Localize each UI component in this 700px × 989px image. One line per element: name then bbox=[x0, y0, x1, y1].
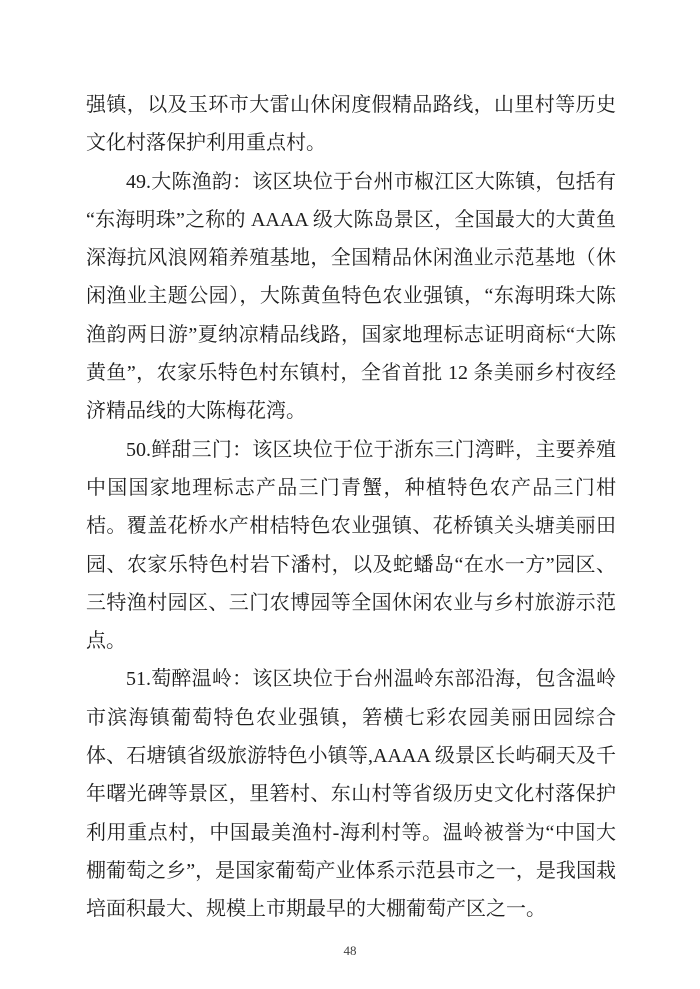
page-number: 48 bbox=[343, 943, 357, 958]
document-body bbox=[86, 86, 616, 929]
paragraph-item-49: 49.大陈渔韵：该区块位于台州市椒江区大陈镇，包括有“东海明珠”之称的 AAAA 级大陈岛景区，全国最大的大黄鱼深海抗风浪网箱养殖基地，全国精品休闲渔业示范基地（休闲渔业主题公园），大陈黄鱼特色农业强镇，“东海明珠大陈渔韵两日游”夏纳凉精品线路，国家地理标志证明商标“大陈黄鱼”，农家乐特色村东镇村，全省首批 12 条美丽乡村夜经济精品线的大陈梅花湾。 bbox=[86, 170, 616, 423]
paragraph-item-51: 51.萄醉温岭：该区块位于台州温岭东部沿海，包含温岭市滨海镇葡萄特色农业强镇，箬横七彩农园美丽田园综合体、石塘镇省级旅游特色小镇等,AAAA 级景区长屿硐天及千年曙光碑等景区，里箬村、东山村等省级历史文化村落保护利用重点村，中国最美渔村-海利村等。温岭被誉为“中国大棚葡萄之乡”，是国家葡萄产业体系示范县市之一，是我国栽培面积最大、规模上市期最早的大棚葡萄产区之一。 bbox=[86, 668, 616, 921]
paragraph-continuation: 强镇，以及玉环市大雷山休闲度假精品路线，山里村等历史文化村落保护利用重点村。 bbox=[86, 94, 616, 155]
paragraph-item-50: 50.鲜甜三门：该区块位于位于浙东三门湾畔，主要养殖中国国家地理标志产品三门青蟹，种植特色农产品三门柑桔。覆盖花桥水产柑桔特色农业强镇、花桥镇关头塘美丽田园、农家乐特色村岩下潘村，以及蛇蟠岛“在水一方”园区、三特渔村园区、三门农博园等全国休闲农业与乡村旅游示范点。 bbox=[86, 438, 616, 653]
